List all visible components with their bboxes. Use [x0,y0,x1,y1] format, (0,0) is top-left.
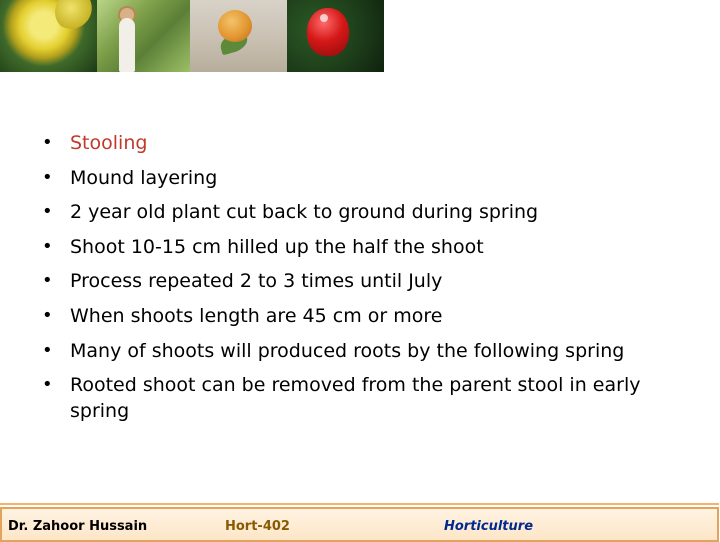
red-apple-photo [287,0,384,72]
bullet-item [42,165,682,191]
bullet-dot: • [42,235,53,257]
footer-course-code: Hort-402 [225,519,290,534]
yellow-fruit-photo [0,0,97,72]
woman-in-orchard-photo [97,0,190,72]
footer-subject: Horticulture [444,519,534,534]
bullet-dot: • [42,201,53,223]
bullet-item [42,303,682,329]
header-image-strip [0,0,384,72]
bullet-dot: • [42,339,53,361]
bullet-dot: • [42,304,53,326]
bullet-item [42,130,682,156]
slide-footer [0,503,719,540]
bullet-dot: • [42,132,53,153]
bullet-dot: • [42,166,53,188]
bullet-text: Stooling [70,132,148,154]
bullet-list [42,130,682,433]
bullet-item [42,338,682,364]
footer-bar [0,507,719,542]
bullet-text: Many of shoots will produced roots by the following spring [70,339,625,362]
bullet-text: Process repeated 2 to 3 times until July [70,270,443,293]
bullet-dot: • [42,270,53,292]
bullet-item [42,372,682,424]
bullet-dot: • [42,374,53,396]
bullet-text: Rooted shoot can be removed from the parent stool in early spring [70,374,641,423]
bullet-item [42,268,682,294]
bullet-item [42,234,682,260]
bullet-text: Shoot 10-15 cm hilled up the half the shoot [70,235,484,258]
bullet-text: When shoots length are 45 cm or more [70,304,443,327]
footer-author: Dr. Zahoor Hussain [8,519,148,534]
bullet-text: Mound layering [70,166,218,189]
bullet-text: 2 year old plant cut back to ground during spring [70,201,539,224]
orange-fruit-photo [190,0,287,72]
bullet-item [42,199,682,225]
